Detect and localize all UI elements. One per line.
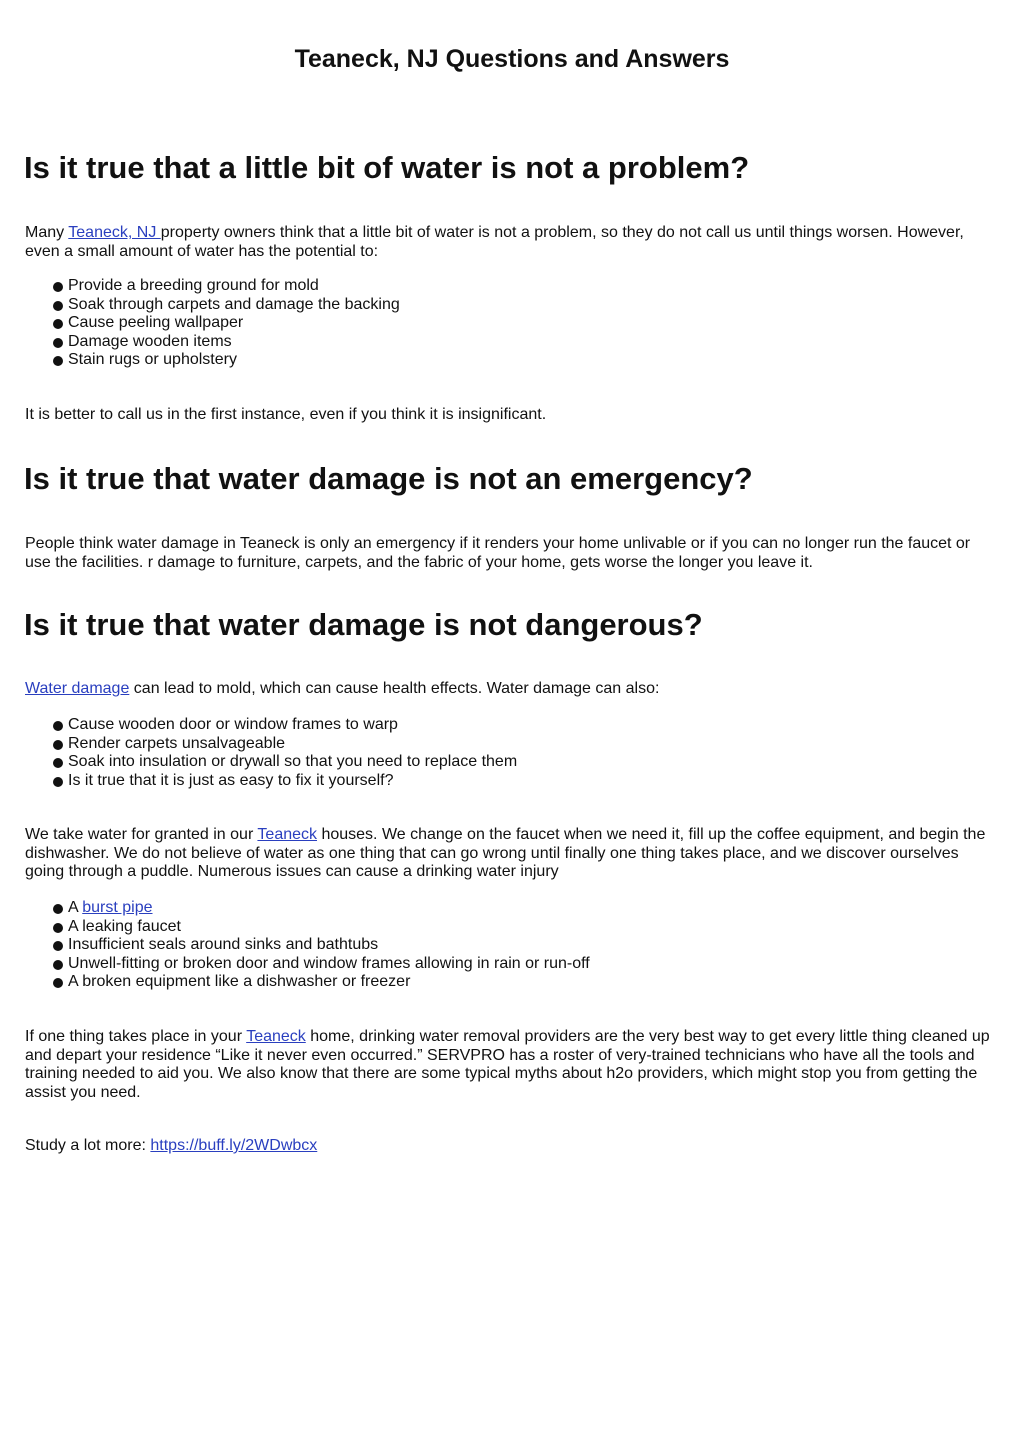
para-text-after: home, drinking water removal providers are the very best way to get every little thing cleaned up and depart your residence “Like it never even occurred.” SERVPRO has a roster of very-trained technicians who have all the tools and training needed to aid you. We also know that there are some typical myths about h2o providers, which might stop you from getting the assist you need. <box>25 1028 990 1101</box>
para-text-before: We take water for granted in our <box>25 826 258 843</box>
section-heading-dangerous: Is it true that water damage is not dangerous? <box>24 607 703 642</box>
list-item <box>53 899 993 918</box>
section1-closing-paragraph: It is better to call us in the first instance, even if you think it is insignificant. <box>25 406 547 423</box>
teaneck-nj-link[interactable]: Teaneck, NJ <box>68 224 161 241</box>
section3-intro-paragraph <box>25 680 1000 699</box>
list-item: Damage wooden items <box>53 333 993 352</box>
para-text-after: houses. We change on the faucet when we need it, fill up the coffee equipment, and begin the dishwasher. We do not believe of water as one thing that can go wrong until finally one thing takes place, and we discover ourselves going through a puddle. Numerous issues can cause a drinking water injury <box>25 826 986 880</box>
list-item: Unwell-fitting or broken door and window frames allowing in rain or run-off <box>53 955 993 974</box>
study-more-paragraph <box>25 1137 1000 1156</box>
list-item: Render carpets unsalvageable <box>53 735 993 754</box>
granted-water-paragraph <box>25 826 1000 882</box>
teaneck-link[interactable]: Teaneck <box>257 826 318 843</box>
list-item: Cause wooden door or window frames to warp <box>53 716 993 735</box>
section-heading-emergency: Is it true that water damage is not an emergency? <box>24 461 753 496</box>
section1-intro-paragraph <box>25 224 1000 261</box>
intro-text-after: property owners think that a little bit of water is not a problem, so they do not call us until things worsen. However, even a small amount of water has the potential to: <box>25 224 964 260</box>
list-item: Soak through carpets and damage the backing <box>53 296 993 315</box>
list-item: Soak into insulation or drywall so that you need to replace them <box>53 753 993 772</box>
intro-text-before: Many <box>25 224 69 241</box>
list-item: Stain rugs or upholstery <box>53 351 993 370</box>
water-injury-causes-list <box>53 899 993 992</box>
page-title: Teaneck, NJ Questions and Answers <box>294 45 730 73</box>
list-item: Insufficient seals around sinks and bathtubs <box>53 936 993 955</box>
list-item: Provide a breeding ground for mold <box>53 277 993 296</box>
list-item: Is it true that it is just as easy to fix it yourself? <box>53 772 993 791</box>
list-item: Cause peeling wallpaper <box>53 314 993 333</box>
list-item: A broken equipment like a dishwasher or freezer <box>53 973 993 992</box>
buffly-link[interactable]: https://buff.ly/2WDwbcx <box>150 1137 318 1154</box>
water-risks-list <box>53 277 993 370</box>
burst-pipe-link[interactable]: burst pipe <box>82 899 153 916</box>
study-more-label: Study a lot more: <box>25 1137 151 1154</box>
list-item: A leaking faucet <box>53 918 993 937</box>
section-heading-small-water: Is it true that a little bit of water is not a problem? <box>24 150 750 185</box>
list-item-text: A <box>68 899 83 916</box>
intro-text-after: can lead to mold, which can cause health effects. Water damage can also: <box>129 680 660 697</box>
teaneck-link[interactable]: Teaneck <box>246 1028 306 1045</box>
removal-providers-paragraph <box>25 1028 1000 1102</box>
section2-body-paragraph: People think water damage in Teaneck is only an emergency if it renders your home unlivable or if you can no longer run the faucet or use the facilities. r damage to furniture, carpets, and the fabric of your home, gets worse the longer you leave it. <box>25 535 971 571</box>
para-text-before: If one thing takes place in your <box>25 1028 247 1045</box>
water-damage-link[interactable]: Water damage <box>25 680 130 697</box>
water-damage-effects-list <box>53 716 993 790</box>
